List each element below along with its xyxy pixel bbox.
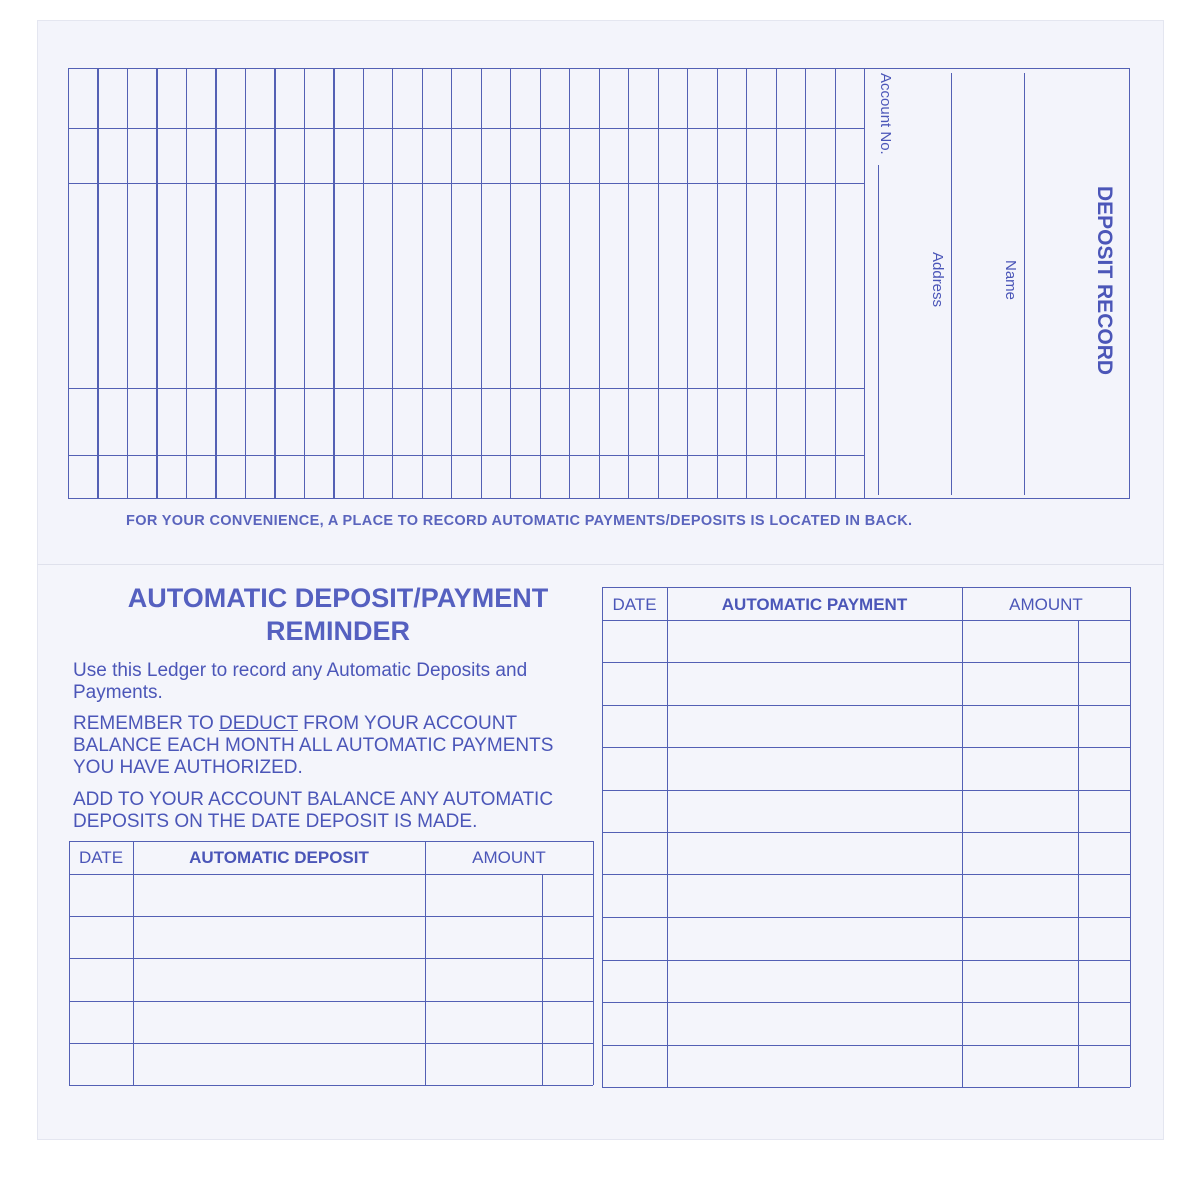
table-row-line — [69, 874, 593, 875]
grid-column-line — [97, 68, 98, 499]
add-line: DEPOSITS ON THE DATE DEPOSIT IS MADE. — [73, 811, 478, 832]
table-row-line — [69, 1043, 593, 1044]
grid-column-line — [510, 68, 511, 499]
payment-date-header: DATE — [612, 595, 657, 614]
table-row-line — [602, 747, 1130, 748]
grid-column-line — [245, 68, 246, 499]
add-text — [73, 789, 553, 833]
account-line — [878, 165, 879, 495]
name-label: Name — [1002, 260, 1019, 301]
table-row-line — [69, 1001, 593, 1002]
account-label: Account No. — [877, 73, 894, 155]
grid-column-line — [304, 68, 305, 499]
intro-line: Use this Ledger to record any Automatic Deposits and — [73, 660, 528, 681]
table-row-line — [602, 832, 1130, 833]
grid-column-line — [835, 68, 836, 499]
table-row-line — [602, 960, 1130, 961]
deposit-date-header: DATE — [78, 848, 124, 867]
grid-column-line — [687, 68, 688, 499]
deposit-amount-header: AMOUNT — [472, 848, 546, 867]
table-row-line — [69, 1085, 593, 1086]
remember-line: YOU HAVE AUTHORIZED. — [73, 757, 303, 778]
grid-row-line — [68, 128, 864, 129]
table-row-line — [602, 662, 1130, 663]
grid-column-line — [451, 68, 452, 499]
table-row-line — [602, 790, 1130, 791]
grid-column-line — [333, 68, 334, 499]
intro-text — [73, 660, 527, 704]
grid-column-line — [68, 68, 69, 499]
table-row-line — [602, 1045, 1130, 1046]
grid-column-line — [392, 68, 393, 499]
deduct-emphasis: DEDUCT — [219, 713, 298, 734]
table-column-line — [133, 841, 134, 1085]
grid-row-line — [68, 68, 864, 69]
grid-column-line — [363, 68, 364, 499]
remember-pre: REMEMBER TO — [73, 713, 220, 734]
payment-amount-header: AMOUNT — [1009, 595, 1083, 614]
address-label: Address — [929, 252, 946, 308]
grid-column-line — [776, 68, 777, 499]
grid-border — [864, 68, 1130, 69]
remember-line: BALANCE EACH MONTH ALL AUTOMATIC PAYMENTS — [73, 735, 554, 756]
grid-row-line — [68, 388, 864, 389]
grid-column-line — [422, 68, 423, 499]
cents-column-line — [542, 874, 543, 1085]
remember-line — [73, 713, 553, 735]
table-row-line — [602, 587, 1130, 588]
grid-border — [864, 498, 1130, 499]
table-row-line — [69, 841, 593, 842]
grid-column-line — [569, 68, 570, 499]
grid-column-line — [717, 68, 718, 499]
grid-column-line — [628, 68, 629, 499]
deposit-record-title: DEPOSIT RECORD — [1093, 186, 1116, 376]
grid-row-line — [68, 498, 864, 499]
table-column-line — [667, 587, 668, 1087]
convenience-notice: FOR YOUR CONVENIENCE, A PLACE TO RECORD AUTOMATIC PAYMENTS/DEPOSITS IS LOCATED IN BACK. — [126, 513, 913, 529]
name-line — [1024, 73, 1025, 495]
table-row-line — [602, 1002, 1130, 1003]
reminder-title-line1: AUTOMATIC DEPOSIT/PAYMENT — [127, 583, 549, 613]
remember-post: FROM YOUR ACCOUNT — [297, 713, 518, 734]
table-column-line — [962, 587, 963, 1087]
table-row-line — [602, 917, 1130, 918]
table-row-line — [602, 620, 1130, 621]
grid-column-line — [746, 68, 747, 499]
table-row-line — [602, 705, 1130, 706]
grid-border — [1129, 68, 1130, 499]
grid-column-line — [540, 68, 541, 499]
grid-column-line — [215, 68, 216, 499]
reminder-title — [70, 582, 606, 648]
grid-column-line — [156, 68, 157, 499]
table-column-line — [593, 841, 594, 1085]
table-column-line — [425, 841, 426, 1085]
table-row-line — [602, 1087, 1130, 1088]
grid-row-line — [68, 183, 864, 184]
grid-column-line — [599, 68, 600, 499]
add-line: ADD TO YOUR ACCOUNT BALANCE ANY AUTOMATIC — [73, 789, 554, 810]
grid-column-line — [481, 68, 482, 499]
grid-row-line — [68, 455, 864, 456]
payment-desc-header: AUTOMATIC PAYMENT — [721, 595, 908, 614]
table-column-line — [69, 841, 70, 1085]
grid-column-line — [127, 68, 128, 499]
table-row-line — [69, 916, 593, 917]
grid-column-line — [805, 68, 806, 499]
address-line — [951, 73, 952, 495]
grid-column-line — [186, 68, 187, 499]
deposit-desc-header: AUTOMATIC DEPOSIT — [189, 848, 369, 867]
table-column-line — [602, 587, 603, 1087]
cents-column-line — [1078, 620, 1079, 1087]
grid-column-line — [658, 68, 659, 499]
grid-column-line — [274, 68, 275, 499]
table-column-line — [1130, 587, 1131, 1087]
remember-text — [73, 713, 553, 779]
grid-column-line — [864, 68, 865, 499]
intro-line: Payments. — [73, 682, 163, 703]
table-row-line — [602, 874, 1130, 875]
reminder-title-line2: REMINDER — [265, 616, 410, 646]
table-row-line — [69, 958, 593, 959]
deposit-record-page — [37, 20, 1164, 564]
